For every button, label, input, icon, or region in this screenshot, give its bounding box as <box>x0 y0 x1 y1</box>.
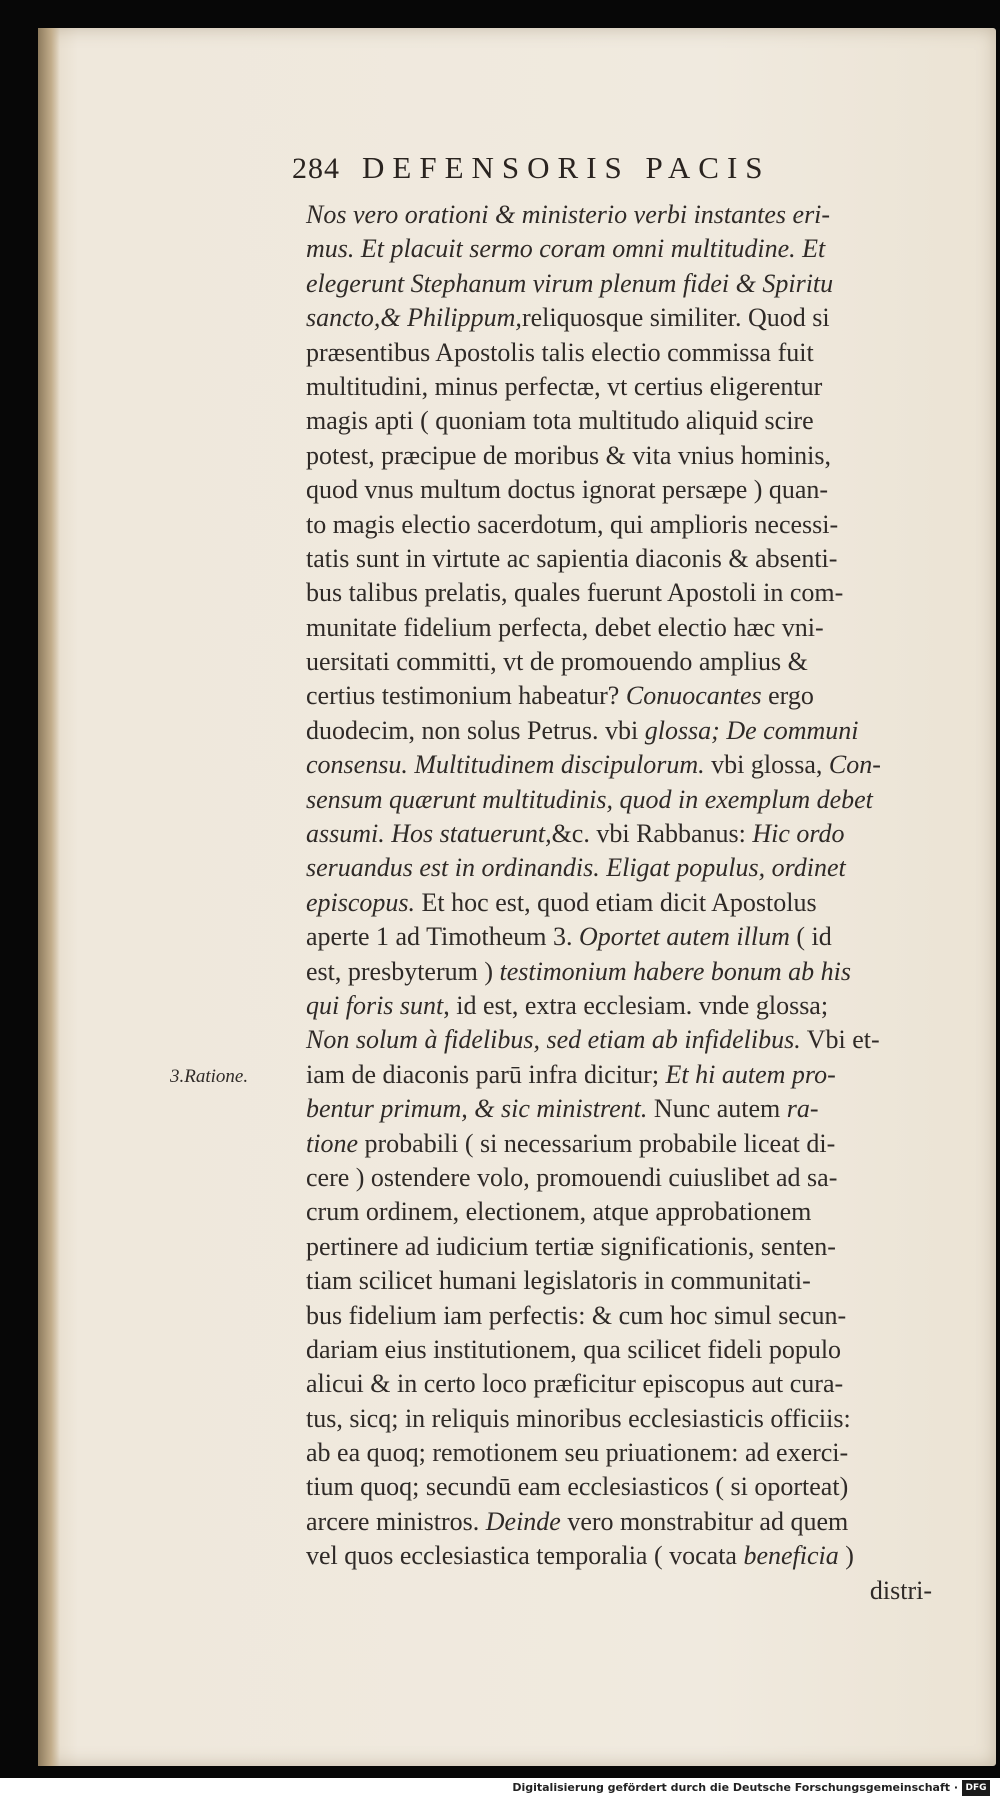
roman-text: to magis electio sacerdotum, qui amplioris necessi- <box>306 509 839 539</box>
text-line <box>306 404 956 438</box>
roman-text: tiam scilicet humani legislatoris in communitati- <box>306 1266 811 1296</box>
roman-text: dariam eius institutionem, qua scilicet fideli populo <box>306 1334 842 1364</box>
italic-text: Hic ordo <box>752 819 845 849</box>
text-line <box>306 920 956 954</box>
italic-text: Nos vero orationi & ministerio verbi instantes eri- <box>306 200 831 229</box>
text-line <box>306 1402 956 1436</box>
italic-text: sensum quærunt multitudinis, quod in exemplum debet <box>306 784 873 814</box>
text-line <box>306 473 956 507</box>
roman-text: crum ordinem, electionem, atque approbationem <box>306 1197 812 1227</box>
roman-text: ( id <box>789 922 832 952</box>
italic-text: Con- <box>828 750 881 780</box>
roman-text: magis apti ( quoniam tota multitudo aliquid scire <box>306 406 814 436</box>
roman-text: aperte 1 ad Timotheum 3. <box>306 922 579 952</box>
roman-text: alicui & in certo loco præficitur episcopus aut cura- <box>306 1369 844 1399</box>
roman-text: Et hoc est, quod etiam dicit Apostolus <box>415 887 817 917</box>
text-line <box>306 989 956 1023</box>
text-line <box>306 1470 956 1504</box>
roman-text: &c. vbi Rabbanus: <box>551 819 753 849</box>
text-line <box>306 645 956 679</box>
text-line <box>306 679 956 713</box>
roman-text: præsentibus Apostolis talis electio commissa fuit <box>306 337 814 367</box>
text-line <box>306 576 956 610</box>
text-line <box>306 851 956 885</box>
italic-text: sancto,& Philippum, <box>306 303 522 333</box>
italic-text: bentur primum, & sic ministrent. <box>306 1094 648 1124</box>
roman-text: multitudini, minus perfectæ, vt certius eligerentur <box>306 371 823 401</box>
running-title: DEFENSORIS PACIS <box>362 150 771 185</box>
roman-text: munitate fidelium perfecta, debet electio hæc vni- <box>306 612 824 642</box>
roman-text: bus fidelium iam perfectis: & cum hoc simul secun- <box>306 1300 847 1330</box>
roman-text: vbi glossa, <box>704 750 829 780</box>
roman-text: potest, præcipue de moribus & vita vnius hominis, <box>306 440 832 470</box>
roman-text: quod vnus multum doctus ignorat persæpe ) quan- <box>306 475 829 505</box>
italic-text: episcopus. <box>306 887 416 917</box>
roman-text: cere ) ostendere volo, promouendi cuiuslibet ad sa- <box>306 1162 838 1192</box>
italic-text: qui foris sunt <box>306 990 444 1020</box>
italic-text: testimonium habere bonum ab his <box>499 956 851 986</box>
text-line <box>306 1023 956 1057</box>
text-line <box>306 301 956 335</box>
text-line <box>306 1230 956 1264</box>
text-line <box>306 1333 956 1367</box>
text-line <box>306 783 956 817</box>
roman-text: , id est, extra ecclesiam. vnde glossa; <box>443 990 829 1020</box>
page-number: 284 <box>292 152 340 185</box>
text-line <box>306 1505 956 1539</box>
digitization-credit: Digitalisierung gefördert durch die Deutsche Forschungsgemeinschaft · <box>512 1781 958 1794</box>
body-text <box>306 198 956 1608</box>
roman-text: Vbi et- <box>800 1025 880 1055</box>
text-line <box>306 1539 956 1573</box>
margin-note: 3.Ratione. <box>170 1066 249 1087</box>
roman-text: uersitati committi, vt de promouendo amplius & <box>306 647 808 677</box>
text-line <box>306 748 956 782</box>
roman-text: bus talibus prelatis, quales fuerunt Apostoli in com- <box>306 578 844 608</box>
roman-text: vero monstrabitur ad quem <box>560 1506 849 1536</box>
text-line <box>306 542 956 576</box>
text-line <box>306 267 956 301</box>
text-line <box>306 955 956 989</box>
italic-text: Conuocantes <box>625 681 762 711</box>
roman-text: Nunc autem <box>647 1094 787 1124</box>
text-line <box>306 1161 956 1195</box>
italic-text: ra- <box>786 1094 819 1124</box>
text-line <box>306 1436 956 1470</box>
text-line <box>306 1367 956 1401</box>
roman-text: certius testimonium habeatur? <box>306 681 626 711</box>
text-line <box>306 232 956 266</box>
italic-text: tione <box>306 1128 358 1158</box>
text-line <box>306 611 956 645</box>
text-line <box>306 1058 956 1092</box>
italic-text: seruandus est in ordinandis. Eligat populus, ordinet <box>306 853 846 883</box>
roman-text: tus, sicq; in reliquis minoribus ecclesiasticis officiis: <box>306 1403 851 1433</box>
running-head <box>292 150 912 194</box>
roman-text: iam de diaconis parū infra dicitur; <box>306 1059 666 1089</box>
page-gutter-shadow <box>38 28 60 1766</box>
text-line <box>306 1127 956 1161</box>
roman-text: ergo <box>761 681 814 711</box>
roman-text: arcere ministros. <box>306 1506 486 1536</box>
italic-text: assumi. Hos statuerunt, <box>306 819 552 849</box>
italic-text: beneficia <box>743 1541 839 1571</box>
roman-text: ) <box>838 1541 854 1571</box>
italic-text: mus. Et placuit sermo coram omni multitudine. Et <box>306 234 826 264</box>
text-line <box>306 439 956 473</box>
text-line <box>306 817 956 851</box>
italic-text: Non solum à fidelibus, sed etiam ab infidelibus. <box>306 1025 801 1055</box>
text-line <box>306 886 956 920</box>
roman-text: pertinere ad iudicium tertiæ significationis, senten- <box>306 1231 836 1261</box>
roman-text: reliquosque similiter. Quod si <box>521 303 830 333</box>
roman-text: est, presbyterum ) <box>306 956 500 986</box>
roman-text: tatis sunt in virtute ac sapientia diaconis & absenti- <box>306 543 838 573</box>
text-line <box>306 508 956 542</box>
dfg-logo: DFG <box>962 1780 990 1796</box>
text-line <box>306 198 956 232</box>
italic-text: Et hi autem pro- <box>665 1059 836 1089</box>
text-line <box>306 1092 956 1126</box>
roman-text: vel quos ecclesiastica temporalia ( vocata <box>306 1541 744 1571</box>
text-line <box>306 1299 956 1333</box>
text-line <box>306 370 956 404</box>
text-line <box>306 714 956 748</box>
italic-text: Deinde <box>485 1506 561 1536</box>
text-line <box>306 1195 956 1229</box>
roman-text: duodecim, non solus Petrus. vbi <box>306 715 645 745</box>
italic-text: Oportet autem illum <box>578 922 790 952</box>
roman-text: tium quoq; secundū eam ecclesiasticos ( si oporteat) <box>306 1472 849 1502</box>
italic-text: glossa; De communi <box>644 715 859 745</box>
italic-text: elegerunt Stephanum virum plenum fidei & Spiritu <box>306 268 834 298</box>
italic-text: consensu. Multitudinem discipulorum. <box>306 750 705 780</box>
catchword: distri- <box>869 1575 932 1605</box>
text-line <box>306 1264 956 1298</box>
text-line <box>306 336 956 370</box>
roman-text: probabili ( si necessarium probabile liceat di- <box>358 1128 836 1158</box>
roman-text: ab ea quoq; remotionem seu priuationem: ad exerci- <box>306 1438 849 1468</box>
